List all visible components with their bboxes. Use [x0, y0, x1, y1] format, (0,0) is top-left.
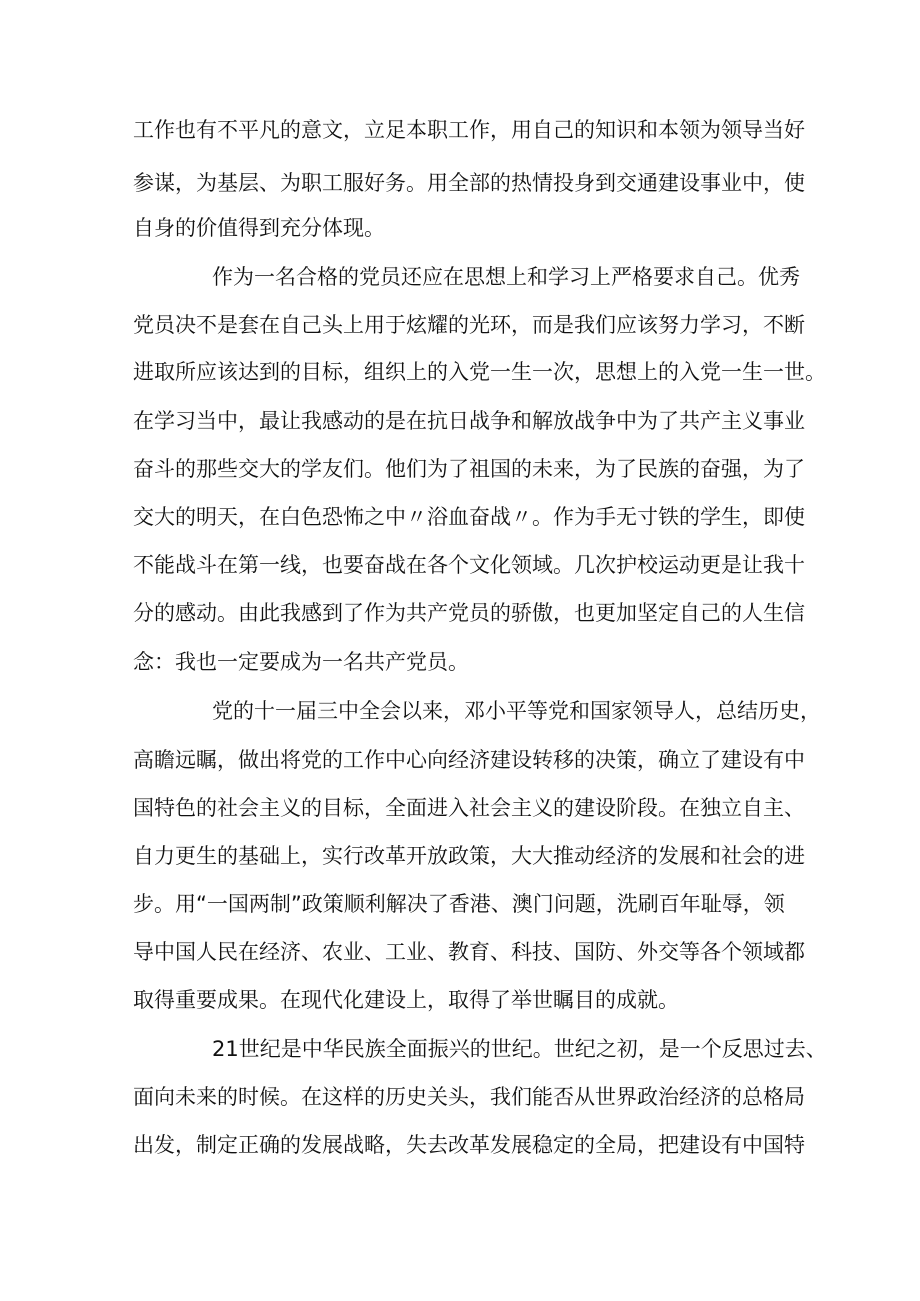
- paragraph-2-line-6: 交大的明天，在白色恐怖之中〃浴血奋战〃。作为手无寸铁的学生，即使: [133, 505, 805, 529]
- paragraph-2-line-1: 作为一名合格的党员还应在思想上和学习上严格要求自己。优秀: [212, 265, 800, 289]
- paragraph-2-line-3: 进取所应该达到的目标，组织上的入党一生一次，思想上的入党一生一世。: [133, 360, 826, 384]
- paragraph-4-line-1: 21世纪是中华民族全面振兴的世纪。世纪之初，是一个反思过去、: [212, 1037, 827, 1061]
- paragraph-2-line-8: 分的感动。由此我感到了作为共产党员的骄傲，也更加坚定自己的人生信: [133, 601, 805, 625]
- paragraph-2-line-7: 不能战斗在第一线，也要奋战在各个文化领域。几次护校运动更是让我十: [133, 553, 805, 577]
- paragraph-3-line-4: 自力更生的基础上，实行改革开放政策，大大推动经济的发展和社会的进: [133, 844, 805, 868]
- paragraph-3-line-3: 国特色的社会主义的目标，全面进入社会主义的建设阶段。在独立自主、: [133, 796, 805, 820]
- paragraph-2-line-5: 奋斗的那些交大的学友们。他们为了祖国的未来，为了民族的奋强，为了: [133, 457, 805, 481]
- paragraph-2-line-2: 党员决不是套在自己头上用于炫耀的光环，而是我们应该努力学习，不断: [133, 313, 805, 337]
- paragraph-3-line-6: 导中国人民在经济、农业、工业、教育、科技、国防、外交等各个领域都: [133, 940, 805, 964]
- paragraph-3-line-2: 高瞻远瞩，做出将党的工作中心向经济建设转移的决策，确立了建设有中: [133, 748, 805, 772]
- paragraph-3-line-7: 取得重要成果。在现代化建设上，取得了举世瞩目的成就。: [133, 988, 679, 1012]
- paragraph-2-line-9: 念：我也一定要成为一名共产党员。: [133, 650, 469, 674]
- paragraph-1-line-1: 工作也有不平凡的意文，立足本职工作，用自己的知识和本领为领导当好: [133, 118, 805, 142]
- paragraph-4-line-3: 出发，制定正确的发展战略，失去改革发展稳定的全局，把建设有中国特: [133, 1133, 805, 1157]
- paragraph-4-line-2: 面向未来的时候。在这样的历史关头，我们能否从世界政治经济的总格局: [133, 1085, 805, 1109]
- paragraph-3-line-1: 党的十一届三中全会以来，邓小平等党和国家领导人，总结历史，: [212, 699, 821, 723]
- paragraph-1-line-3: 自身的价值得到充分体现。: [133, 216, 385, 240]
- paragraph-2-line-4: 在学习当中，最让我感动的是在抗日战争和解放战争中为了共产主义事业: [133, 409, 805, 433]
- paragraph-3-line-5: 步。用“一国两制”政策顺利解决了香港、澳门问题，洗刷百年耻辱，领: [133, 892, 785, 916]
- paragraph-1-line-2: 参谋，为基层、为职工服好务。用全部的热情投身到交通建设事业中，使: [133, 171, 805, 195]
